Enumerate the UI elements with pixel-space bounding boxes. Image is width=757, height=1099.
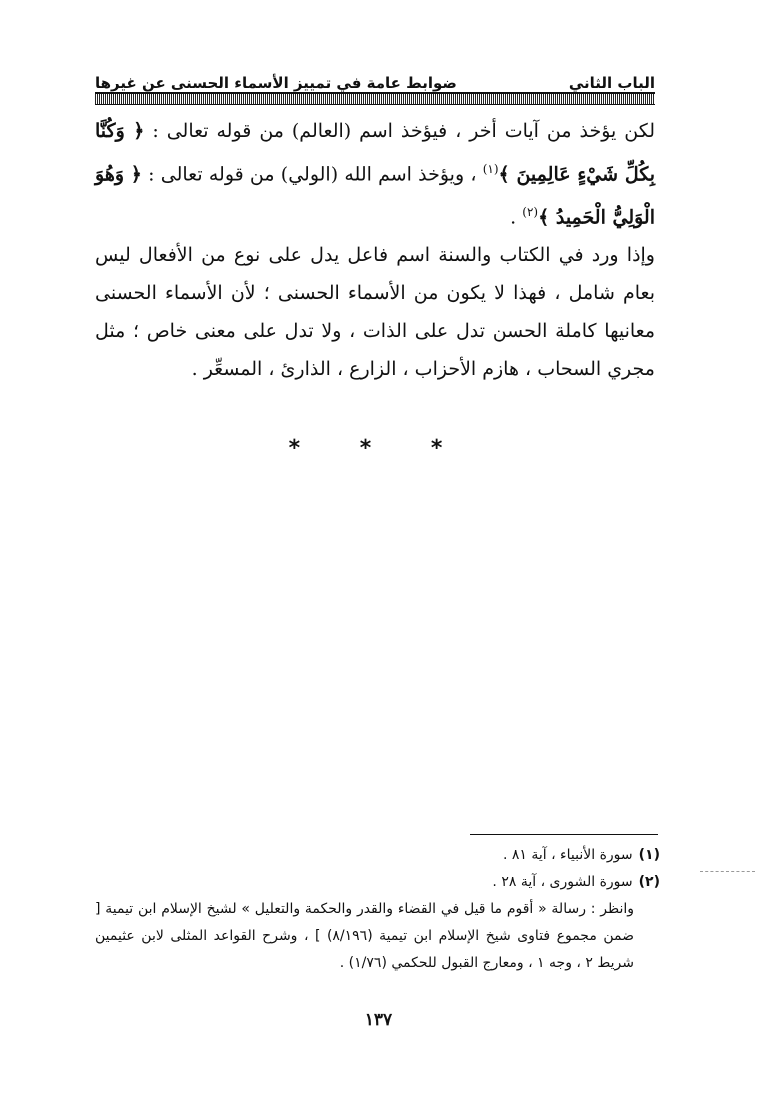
footnote-2-note: وانظر : رسالة « أقوم ما قيل في القضاء والقدر والحكمة والتعليل » لشيخ الإسلام ابن تيمية [ ضمن مجموع فتاوى شيخ الإسلام ابن تيمية (٨/١٩٦) ] ، وشرح القواعد المثلى لابن عثيمين شريط ٢ ، وجه ١ ، ومعارج القبول للحكمي (١/٧٦) . [95, 901, 634, 971]
header-chapter: الباب الثاني [568, 74, 655, 92]
section-separator: * * * [288, 436, 469, 461]
quran-verse-2: ﴿ وَهُوَ الْوَلِيُّ الْحَمِيدُ ﴾ [95, 163, 655, 229]
footnote-1-number: (١) [638, 847, 660, 863]
footnote-2-number: (٢) [638, 874, 660, 890]
quran-verse-1: ﴿ وَكُنَّا بِكُلِّ شَيْءٍ عَالِمِينَ ﴾ [95, 120, 656, 186]
footnote-ref-2: (٢) [522, 205, 539, 220]
paragraph-1 [95, 112, 655, 237]
scan-edge-mark [700, 871, 755, 872]
header-section-title: ضوابط عامة في تمييز الأسماء الحسنى عن غيرها [95, 74, 457, 92]
footnote-ref-1: (١) [482, 162, 499, 176]
paragraph-1-text-a: لكن يؤخذ من آيات أخر ، فيؤخذ اسم (العالم) من قوله تعالى : [144, 120, 655, 142]
footnote-2 [95, 869, 660, 896]
footnote-1 [95, 842, 660, 869]
paragraph-1-text-c: . [510, 206, 523, 229]
footnotes [95, 842, 660, 977]
footnote-1-text: سورة الأنبياء ، آية ٨١ . [502, 847, 633, 863]
page-number: ١٣٧ [364, 1010, 393, 1030]
header-rule [95, 92, 655, 105]
footnote-2-text: سورة الشورى ، آية ٢٨ . [492, 874, 633, 890]
paragraph-2: وإذا ورد في الكتاب والسنة اسم فاعل يدل على نوع من الأفعال ليس بعام شامل ، فهذا لا يكون من الأسماء الحسنى ؛ لأن الأسماء الحسنى معانيها كاملة الحسن تدل على الذات ، ولا تدل على معنى خاص ؛ مثل مجري السحاب ، هازم الأحزاب ، الزارع ، الذارئ ، المسعِّر . [95, 244, 655, 380]
footnote-rule [470, 834, 658, 835]
paragraph-1-text-b: ، ويؤخذ اسم الله (الولي) من قوله تعالى : [141, 163, 483, 186]
running-header [95, 58, 655, 92]
